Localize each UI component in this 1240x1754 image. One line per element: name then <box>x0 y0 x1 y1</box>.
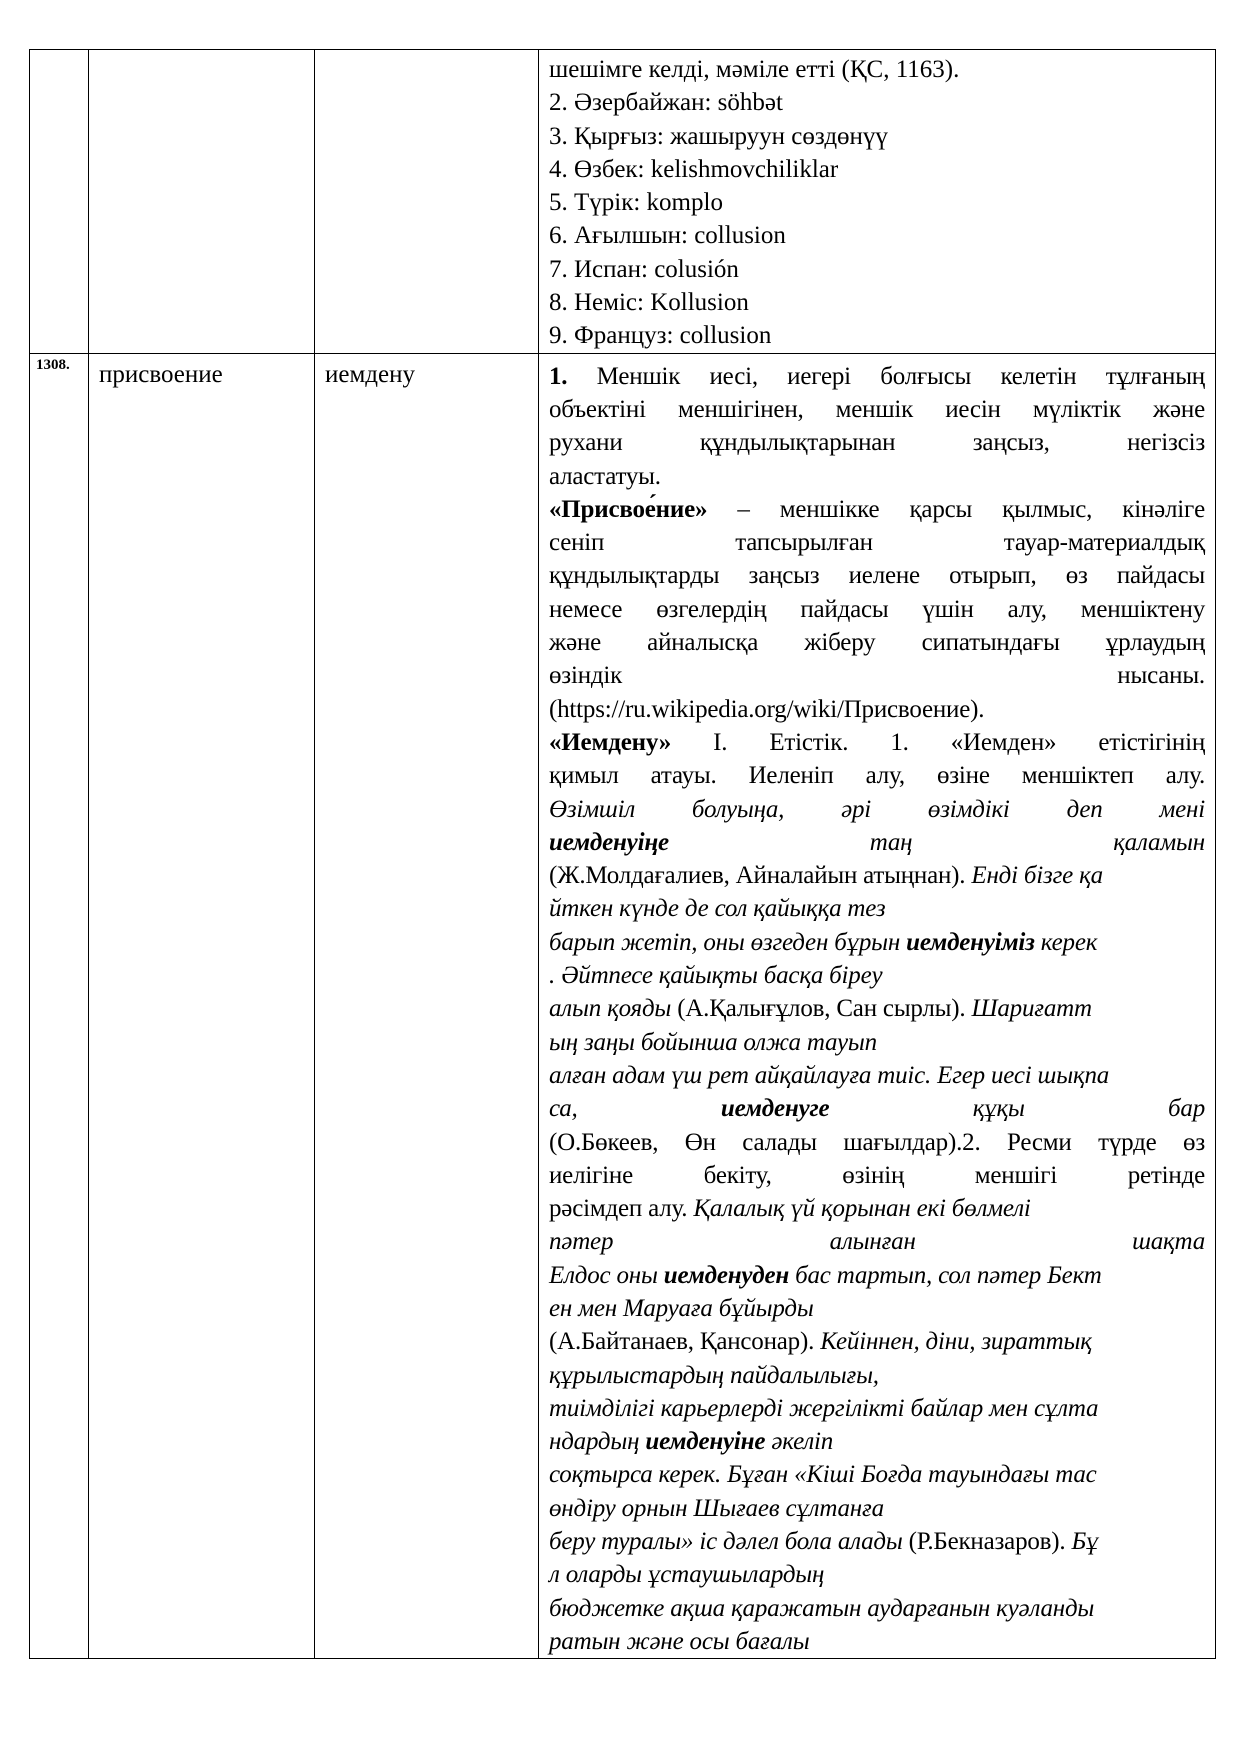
definition-line: иелігіне бекіту, өзінің меншігі ретінде <box>549 1161 1205 1189</box>
definition-line: рәсімдеп алу. Қалалық үй қорынан екі бөлмелі <box>549 1195 1031 1223</box>
example-line: (А.Байтанаев, Қансонар). Кейіннен, діни, зираттық <box>549 1328 1092 1356</box>
translation-line: 4. Өзбек: kelishmovchiliklar <box>549 155 839 183</box>
example-line: алып қояды (А.Қалығұлов, Сан сырлы). Шариғатт <box>549 995 1092 1023</box>
example-line: ен мен Маруаға бұйырды <box>549 1294 814 1322</box>
example-line: ндардың иемденуіне әкеліп <box>549 1428 834 1456</box>
definition-line: «Иемдену» I. Етістік. 1. «Иемден» етістігінің <box>549 728 1205 756</box>
definition-cell <box>539 353 1216 1659</box>
number-cell <box>30 50 89 354</box>
entry-number: 1308. <box>36 356 70 373</box>
russian-term-cell <box>89 50 315 354</box>
example-line: беру туралы» іс дәлел бола алады (Р.Бекназаров). Бұ <box>549 1528 1099 1556</box>
example-line: құрылыстардың пайдалылығы, <box>549 1361 879 1389</box>
definition-line: 1. Меншік иесі, иегері болғысы келетін тұлғаның <box>549 362 1205 390</box>
table-row <box>30 50 1216 354</box>
dictionary-table <box>29 49 1216 1659</box>
translation-line: 6. Ағылшын: collusion <box>549 222 786 250</box>
definition-line: аластатуы. <box>549 462 661 490</box>
example-line: иемденуіңе таң қаламын <box>549 828 1205 856</box>
definition-line: сеніп тапсырылған тауар-материалдық <box>549 529 1205 557</box>
example-line: Елдос оны иемденуден бас тартып, сол пәтер Бект <box>549 1261 1102 1289</box>
example-line: са, иемденуге құқы бар <box>549 1095 1205 1123</box>
example-line: л оларды ұстаушылардың <box>549 1561 825 1589</box>
source-link: (https://ru.wikipedia.org/wiki/Присвоение). <box>549 695 985 723</box>
example-line: ың заңы бойынша олжа тауып <box>549 1028 877 1056</box>
translation-line: 9. Француз: collusion <box>549 322 772 350</box>
term-heading: «Иемдену» <box>549 728 672 756</box>
translation-line: шешімге келді, мәміле етті (ҚС, 1163). <box>549 56 960 83</box>
example-line: пәтер алынған шақта <box>549 1228 1205 1256</box>
definition-line: немесе өзгелердің пайдасы үшін алу, меншіктену <box>549 595 1205 623</box>
example-line: соқтырса керек. Бұған «Кіші Боғда тауындағы тас <box>549 1461 1097 1489</box>
translation-line: 7. Испан: colusión <box>549 255 739 283</box>
number-cell <box>30 353 89 1659</box>
example-line: Өзімшіл болуыңа, әрі өзімдікі деп мені <box>549 795 1205 823</box>
example-line: бюджетке ақша қаражатын аударғанын куәланды <box>549 1594 1095 1622</box>
table-row <box>30 353 1216 1659</box>
russian-term-cell <box>89 353 315 1659</box>
example-line: (Ж.Молдағалиев, Айналайын атыңнан). Енді бізге қа <box>549 862 1103 890</box>
definition-line: өзіндік нысаны. <box>549 662 1205 690</box>
kazakh-term: иемдену <box>325 360 415 388</box>
translation-line: 5. Түрік: komplo <box>549 189 723 217</box>
translation-line: 8. Неміс: Kollusion <box>549 289 749 317</box>
definition-line: «Присвое́ние» – меншікке қарсы қылмыс, кінәлігe <box>549 495 1205 523</box>
example-line: . Әйтпесе қайықты басқа біреу <box>549 962 883 990</box>
definition-cell <box>539 50 1216 354</box>
example-line: тиімділігі карьерлерді жергілікті байлар мен сұлта <box>549 1394 1099 1422</box>
definition-line: қимыл атауы. Иеленіп алу, өзіне меншіктеп алу. <box>549 762 1205 790</box>
example-line: алған адам үш рет айқайлауға тиіс. Егер иесі шықпа <box>549 1061 1110 1089</box>
example-line: барып жетіп, оны өзгеден бұрын иемденуіміз керек <box>549 928 1098 956</box>
translation-line: 2. Әзербайжан: söhbət <box>549 89 783 117</box>
example-line: йткен күнде де сол қайыққа тез <box>549 895 886 923</box>
definition-line: объектіні меншігінен, меншік иесін мүліктік және <box>549 395 1205 423</box>
definition-line: (О.Бөкеев, Өн салады шағылдар).2. Ресми түрде өз <box>549 1128 1205 1156</box>
example-line: ратын және осы бағалы <box>549 1627 810 1655</box>
example-line: өндіру орнын Шығаев сұлтанға <box>549 1494 884 1522</box>
russian-term: присвоение <box>99 360 223 388</box>
definition-line: және айналысқа жіберу сипатындағы ұрлаудың <box>549 629 1205 657</box>
kazakh-term-cell <box>315 353 539 1659</box>
translation-line: 3. Қырғыз: жашыруун сөздөнүү <box>549 122 888 150</box>
definition-line: рухани құндылықтарынан заңсыз, негізсіз <box>549 429 1205 457</box>
term-heading: «Присвое́ние» <box>549 495 708 523</box>
definition-line: құндылықтарды заңсыз иелене отырып, өз пайдасы <box>549 562 1205 590</box>
kazakh-term-cell <box>315 50 539 354</box>
